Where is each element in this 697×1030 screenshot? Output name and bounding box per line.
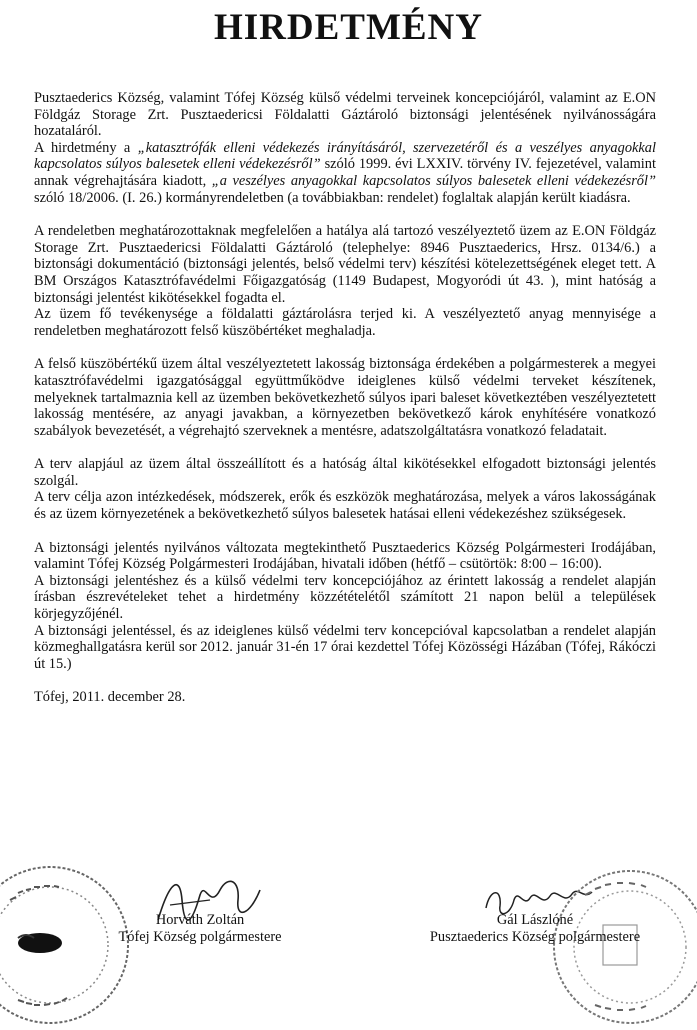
legal-basis-text: szóló 1999. évi LXXIV. törvény IV. fejezetével, valamint annak végrehajtására kiadott, xyxy=(34,156,656,189)
signatory-right xyxy=(400,912,670,946)
activity-paragraph: Az üzem fő tevékenysége a földalatti gáztárolásra terjed ki. A veszélyeztető anyag mennyisége a rendeletben meghatározott felső küszöbértéket meghaladja. xyxy=(34,306,656,339)
document-body xyxy=(34,90,656,706)
comments-paragraph: A biztonsági jelentéshez és a külső védelmi terv koncepciójához az érintett lakosság a rendelet alapján írásban észrevételeket tehet a hirdetmény közzétételétől számított 21 napon belül a települések körjegyzőjénél. xyxy=(34,572,656,623)
legal-basis-text: szóló 18/2006. (I. 26.) kormányrendeletben (a továbbiakban: rendelet) foglaltak alapján került kiadásra. xyxy=(34,189,631,206)
signature-area xyxy=(0,860,697,1024)
official-stamp-right-icon xyxy=(545,865,697,1030)
legal-basis-text: A hirdetmény a xyxy=(34,139,138,156)
legal-basis-paragraph xyxy=(34,140,656,206)
goal-paragraph: A terv célja azon intézkedések, módszerek, erők és eszközök meghatározása, melyek a város lakosságának és az üzem környezetének a bekövetkezhető súlyos balesetek hatásai elleni védekezéshez szükségesek. xyxy=(34,489,656,523)
decree-title: „a veszélyes anyagokkal kapcsolatos súlyos balesetek elleni védekezésről” xyxy=(211,172,656,189)
basis-paragraph: A terv alapjául az üzem által összeállított és a hatóság által kikötésekkel elfogadott biztonsági jelentés szolgál. xyxy=(34,456,656,489)
signatory-left-role: Tófej Község polgármestere xyxy=(118,929,282,945)
plan-paragraph: A felső küszöbértékű üzem által veszélyeztetett lakosság biztonsága érdekében a polgármesterek a megyei katasztrófavédelmi igazgatósággal együttműködve ideiglenes külső védelmi terveket készítenek, melyeknek tartalmaznia kell az üzemben bekövetkezhető súlyos ipari baleset következtében veszélyeztetett lakosság mentésére, az anyagi javakban, a környezetben bekövetkező károk enyhítésére vonatkozó szabályok bevezetését, a végrehajtó szerveknek a mentésre, adatszolgáltatásra vonatkozó feladatait. xyxy=(34,356,656,439)
hearing-paragraph: A biztonsági jelentéssel, és az ideiglenes külső védelmi terv koncepcióval kapcsolatban a rendelet alapján közmeghallgatásra kerül sor 2012. január 31-én 17 órai kezdettel Tófej Közösségi Házában (Tófej, Rákóczi út 15.) xyxy=(34,622,656,672)
signatory-right-role: Pusztaederics Község polgármestere xyxy=(429,929,641,945)
signatory-left xyxy=(100,912,300,946)
date-line: Tófej, 2011. december 28. xyxy=(34,689,186,706)
viewing-paragraph: A biztonsági jelentés nyilvános változata megtekinthető Pusztaederics Község Polgármesteri Irodájában, valamint Tófej Község Polgármesteri Irodájában, hivatali időben (hétfő – csütörtök: 8:00 – 16:00). xyxy=(34,539,656,573)
law-title: „katasztrófák elleni védekezés irányításáról, szervezetéről és a veszélyes anyagokkal kapcsolatos súlyos balesetek elleni védekezésről” xyxy=(34,139,656,173)
document-title: HIRDETMÉNY xyxy=(213,7,484,48)
intro-paragraph: Pusztaederics Község, valamint Tófej Község külső védelmi terveinek koncepciójáról, valamint az E.ON Földgáz Storage Zrt. Pusztaedericsi Földalatti Gáztároló biztonsági jelentésének nyilvánosságára hozataláról. xyxy=(34,90,656,140)
plant-paragraph: A rendeletben meghatározottaknak megfelelően a hatálya alá tartozó veszélyeztető üzem az E.ON Földgáz Storage Zrt. Pusztaedericsi Földalatti Gáztároló (telephelye: 8946 Pusztaederics, Hrsz. 0134/6.) a biztonsági dokumentáció (biztonsági jelentés, belső védelmi terv) készítési kötelezettségének eleget tett. A BM Országos Katasztrófavédelmi Főigazgatóság (1149 Budapest, Mogyoródi út 43. ), mint hatóság a biztonsági jelentést kikötésekkel fogadta el. xyxy=(34,223,656,306)
signatory-right-name: Gál Lászlóné xyxy=(496,912,574,928)
signatory-left-name: Horváth Zoltán xyxy=(155,912,245,928)
